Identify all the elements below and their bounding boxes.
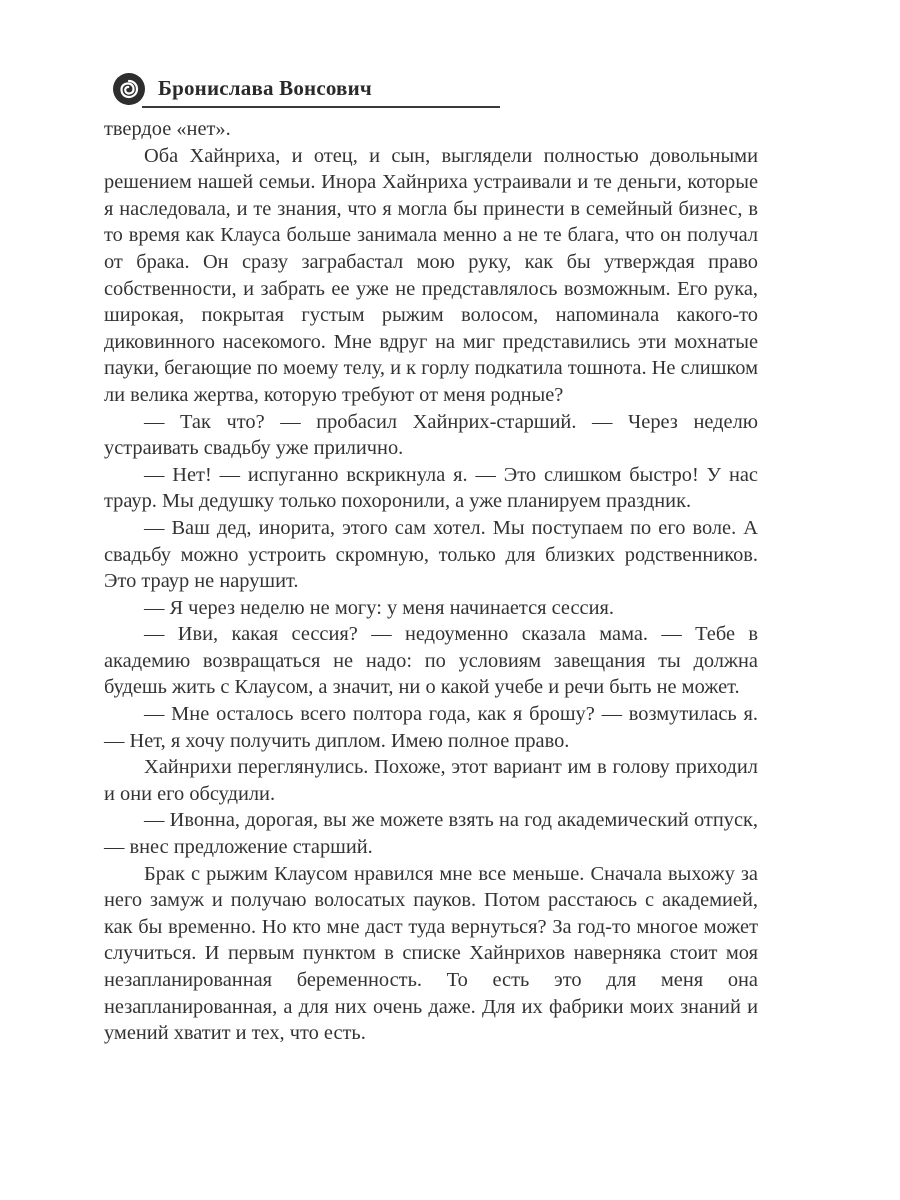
- paragraph: Хайнрихи переглянулись. Похоже, этот вариант им в голову приходил и они его обсудили.: [104, 756, 758, 805]
- author-name: Бронислава Вонсович: [158, 76, 372, 100]
- running-header: [112, 70, 392, 110]
- paragraph: — Ивонна, дорогая, вы же можете взять на год академический отпуск, — внес предложение старший.: [104, 809, 758, 859]
- paragraph: Оба Хайнриха, и отец, и сын, выглядели полностью довольными решением нашей семьи. Инора Хайнриха устраивали и те деньги, которые я наследовала, и те знания, что я могла бы принести в семейный бизнес, в то время как Клауса больше занимала менно а не те блага, что он получал от брака. Он сразу заграбастал мою руку, как бы утверждая право собственности, и забрать ее уже не представлялось возможным. Его рука, широкая, покрытая густым рыжим волосом, напоминала какого-то диковинного насекомого. Мне вдруг на миг представились эти мохнатые пауки, бегающие по моему телу, и к горлу подкатила тошнота. Не слишком ли велика жертва, которую требуют от меня родные?: [104, 144, 758, 406]
- paragraph: — Ваш дед, инорита, этого сам хотел. Мы поступаем по его воле. А свадьбу можно устроить скромную, только для близких родственников. Это траур не нарушит.: [104, 516, 758, 593]
- paragraph: — Нет! — испуганно вскрикнула я. — Это слишком быстро! У нас траур. Мы дедушку только похоронили, а уже планируем праздник.: [104, 463, 758, 513]
- paragraph: — Мне осталось всего полтора года, как я брошу? — возмутилась я. — Нет, я хочу получить диплом. Имею полное право.: [104, 703, 758, 752]
- paragraph: — Иви, какая сессия? — недоуменно сказала мама. — Тебе в академию возвращаться не надо: по условиям завещания ты должна будешь жить с Клаусом, а значит, ни о какой учебе и речи быть не может.: [104, 623, 758, 699]
- spiral-icon: [112, 72, 146, 106]
- paragraph: — Так что? — пробасил Хайнрих-старший. — Через неделю устраивать свадьбу уже прилично.: [104, 410, 758, 460]
- paragraph: твердое «нет».: [104, 118, 231, 140]
- header-divider: [142, 106, 500, 108]
- paragraph: — Я через неделю не могу: у меня начинается сессия.: [144, 596, 614, 619]
- paragraph: Брак с рыжим Клаусом нравился мне все меньше. Сначала выхожу за него замуж и получаю волосатых пауков. Потом расстаюсь с академией, как бы временно. Но кто мне даст туда вернуться? За год-то многое может случиться. И первым пунктом в списке Хайнрихов наверняка стоит моя незапланированная беременность. То есть это для меня она незапланированная, а для них очень даже. Для их фабрики моих знаний и умений хватит и тех, что есть.: [104, 862, 758, 1045]
- body-text: [104, 116, 758, 1047]
